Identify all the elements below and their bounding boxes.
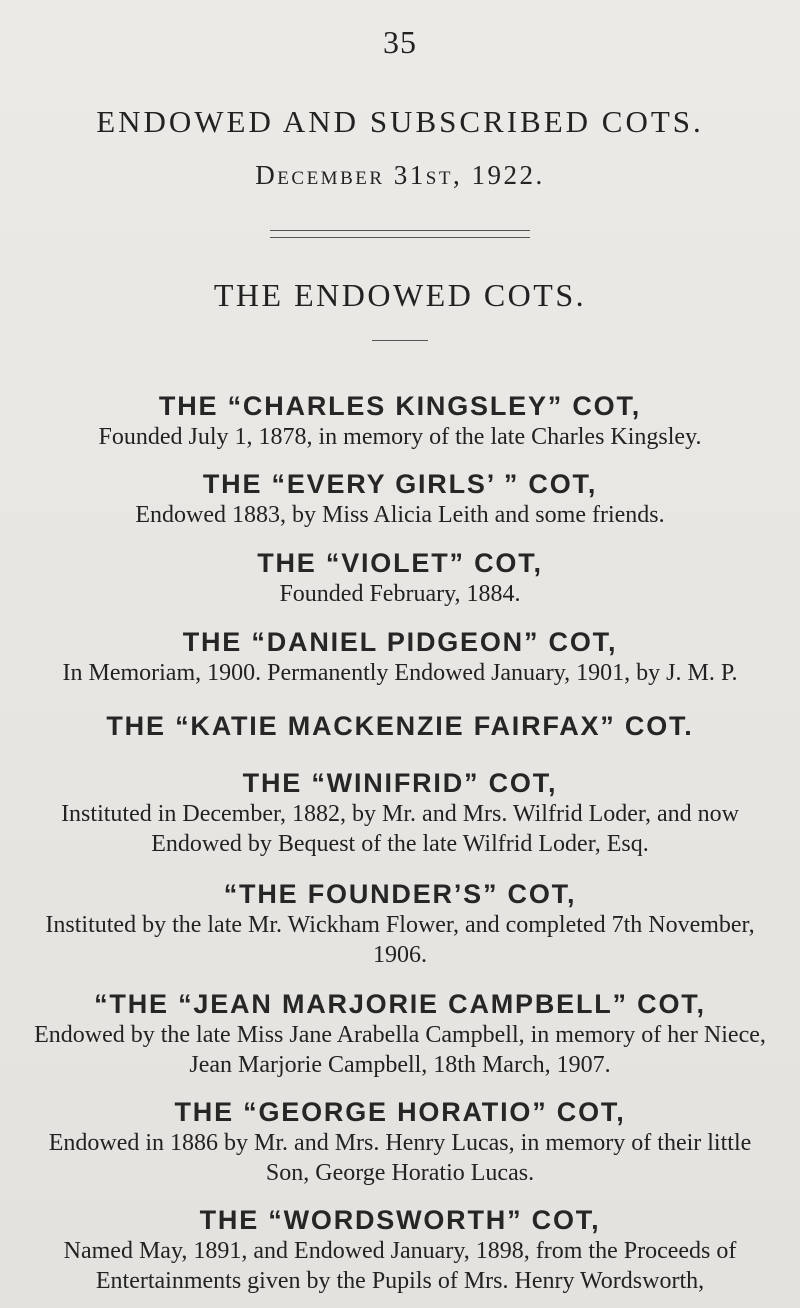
cot-entry [0, 626, 800, 688]
cot-description: Endowed by the late Miss Jane Arabella Campbell, in memory of her Niece, Jean Marjorie Campbell, 18th March, 1907. [34, 1022, 766, 1078]
cot-description: Endowed in 1886 by Mr. and Mrs. Henry Lucas, in memory of their little Son, George Horatio Lucas. [48, 1130, 752, 1186]
cot-name: THE “WINIFRID” COT, [242, 768, 558, 798]
cot-entry [0, 710, 800, 742]
page-number: 35 [383, 24, 417, 60]
cot-name: THE “KATIE MACKENZIE FAIRFAX” COT. [106, 711, 694, 741]
cot-description: Instituted by the late Mr. Wickham Flower, and completed 7th November, 1906. [45, 912, 755, 968]
cot-name: THE “EVERY GIRLS’ ” COT, [202, 469, 598, 499]
cot-entry [0, 547, 800, 609]
cot-description: Founded July 1, 1878, in memory of the late Charles Kingsley. [98, 424, 702, 450]
cot-entry [0, 767, 800, 859]
cot-entry [0, 390, 800, 452]
cot-name: THE “CHARLES KINGSLEY” COT, [158, 391, 642, 421]
cot-description: Instituted in December, 1882, by Mr. and Mrs. Wilfrid Loder, and now Endowed by Bequest of the late Wilfrid Loder, Esq. [61, 801, 739, 857]
cot-name: THE “VIOLET” COT, [257, 548, 543, 578]
cot-name: THE “DANIEL PIDGEON” COT, [182, 627, 618, 657]
cot-name: “THE FOUNDER’S” COT, [223, 879, 577, 909]
cot-name: THE “GEORGE HORATIO” COT, [174, 1097, 626, 1127]
cot-name: “THE “JEAN MARJORIE CAMPBELL” COT, [94, 989, 706, 1019]
section-heading: THE ENDOWED COTS. [213, 277, 587, 313]
page-title: ENDOWED AND SUBSCRIBED COTS. [96, 104, 704, 139]
cot-entry [0, 878, 800, 970]
cot-description: Endowed 1883, by Miss Alicia Leith and some friends. [135, 502, 665, 528]
cot-entry [0, 1096, 800, 1188]
cot-description: In Memoriam, 1900. Permanently Endowed January, 1901, by J. M. P. [62, 660, 738, 686]
short-rule-divider [372, 340, 428, 341]
date-year: 1922. [471, 160, 545, 190]
cot-description: Founded February, 1884. [279, 581, 521, 607]
date-prefix: December 31st, [255, 160, 472, 190]
cot-entry [0, 468, 800, 530]
cot-entry [0, 1204, 800, 1296]
double-rule-divider [270, 230, 530, 238]
cot-description: Named May, 1891, and Endowed January, 1898, from the Proceeds of Entertainments given by the Pupils of Mrs. Henry Wordsworth, [63, 1238, 737, 1294]
cot-entry [0, 988, 800, 1080]
cot-name: THE “WORDSWORTH” COT, [199, 1205, 601, 1235]
date-line [0, 160, 800, 191]
